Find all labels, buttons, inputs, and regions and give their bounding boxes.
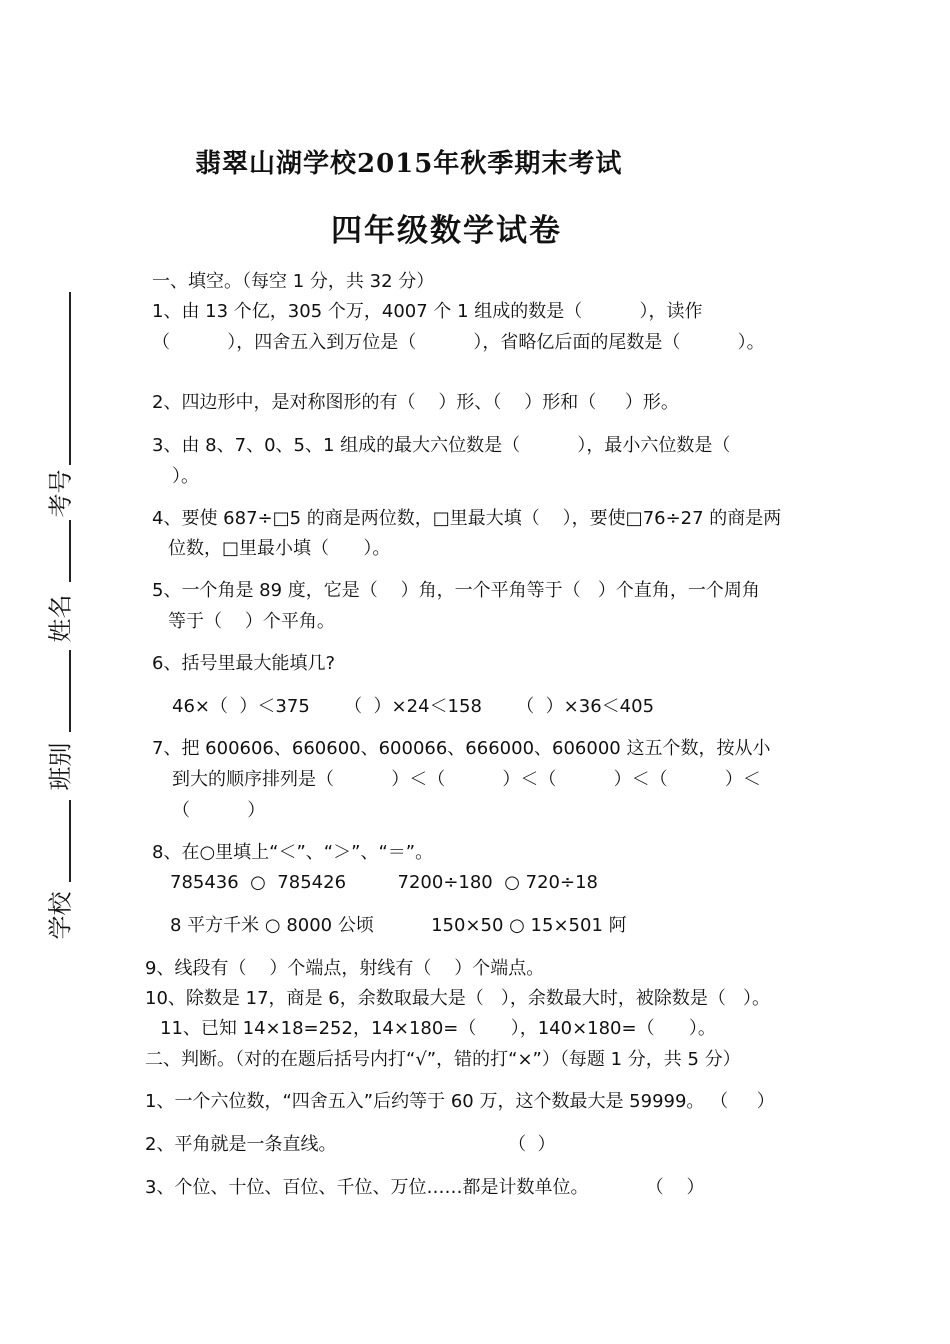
question-7-line-3: （ ）	[172, 800, 266, 821]
question-7-line-2: 到大的顺序排列是（ ）＜（ ）＜（ ）＜（ ）＜	[172, 769, 761, 790]
question-1-line-2: （ ），四舍五入到万位是（ ），省略亿后面的尾数是（ ）。	[152, 332, 765, 353]
margin-label-xuexiao: 学校	[46, 891, 75, 940]
question-6: 6、括号里最大能填几?	[152, 653, 336, 674]
question-11: 11、已知 14×18=252，14×180=（ ），140×180=（ ）。	[160, 1018, 716, 1039]
question-10: 10、除数是 17，商是 6，余数取最大是（ ），余数最大时，被除数是（ ）。	[145, 988, 771, 1009]
section-1-heading: 一、填空。（每空 1 分，共 32 分）	[152, 271, 435, 292]
margin-line-xuexiao	[69, 800, 71, 882]
question-3-line-1: 3、由 8、7、0、5、1 组成的最大六位数是（ ），最小六位数是（	[152, 435, 731, 456]
question-8-row-2: 8 平方千米 ○ 8000 公顷 150×50 ○ 15×501 阿	[170, 915, 627, 936]
section-2-heading: 二、判断。（对的在题后括号内打“√”，错的打“×”）（每题 1 分，共 5 分）	[145, 1049, 741, 1070]
question-4-line-1: 4、要使 687÷□5 的商是两位数，□里最大填（ ），要使□76÷27 的商是两	[152, 508, 782, 529]
judge-3: 3、个位、十位、百位、千位、万位……都是计数单位。 （ ）	[145, 1177, 705, 1198]
school-exam-title: 翡翠山湖学校2015年秋季期末考试	[195, 149, 623, 179]
question-5-line-2: 等于（ ）个平角。	[168, 611, 335, 632]
question-3-line-2: ）。	[172, 466, 199, 487]
question-2: 2、四边形中，是对称图形的有（ ）形、（ ）形和（ ）形。	[152, 392, 679, 413]
question-8-row-1: 785436 ○ 785426 7200÷180 ○ 720÷18	[170, 872, 598, 893]
question-5-line-1: 5、一个角是 89 度，它是（ ）角，一个平角等于（ ）个直角，一个周角	[152, 580, 760, 601]
margin-line-kaohao	[69, 292, 71, 465]
judge-2: 2、平角就是一条直线。 （ ）	[145, 1134, 556, 1155]
question-9: 9、线段有（ ）个端点，射线有（ ）个端点。	[145, 958, 545, 979]
question-1-line-1: 1、由 13 个亿，305 个万，4007 个 1 组成的数是（ ），读作	[152, 301, 703, 322]
margin-line-banbie	[69, 650, 71, 732]
question-7-line-1: 7、把 600606、660600、600066、666000、606000 这五个数，按从小	[152, 738, 771, 759]
question-8: 8、在○里填上“＜”、“＞”、“＝”。	[152, 842, 434, 863]
question-6-items: 46×（ ）＜375 （ ）×24＜158 （ ）×36＜405	[172, 696, 655, 717]
judge-1: 1、一个六位数，“四舍五入”后约等于 60 万，这个数最大是 59999。 （ ）	[145, 1091, 775, 1112]
margin-label-kaohao: 考号	[46, 469, 75, 518]
paper-title: 四年级数学试卷	[331, 213, 562, 249]
question-4-line-2: 位数，□里最小填（ ）。	[168, 538, 391, 559]
margin-label-banbie: 班别	[46, 742, 75, 791]
margin-label-xingming: 姓名	[46, 594, 75, 643]
margin-line-xingming	[69, 520, 71, 582]
